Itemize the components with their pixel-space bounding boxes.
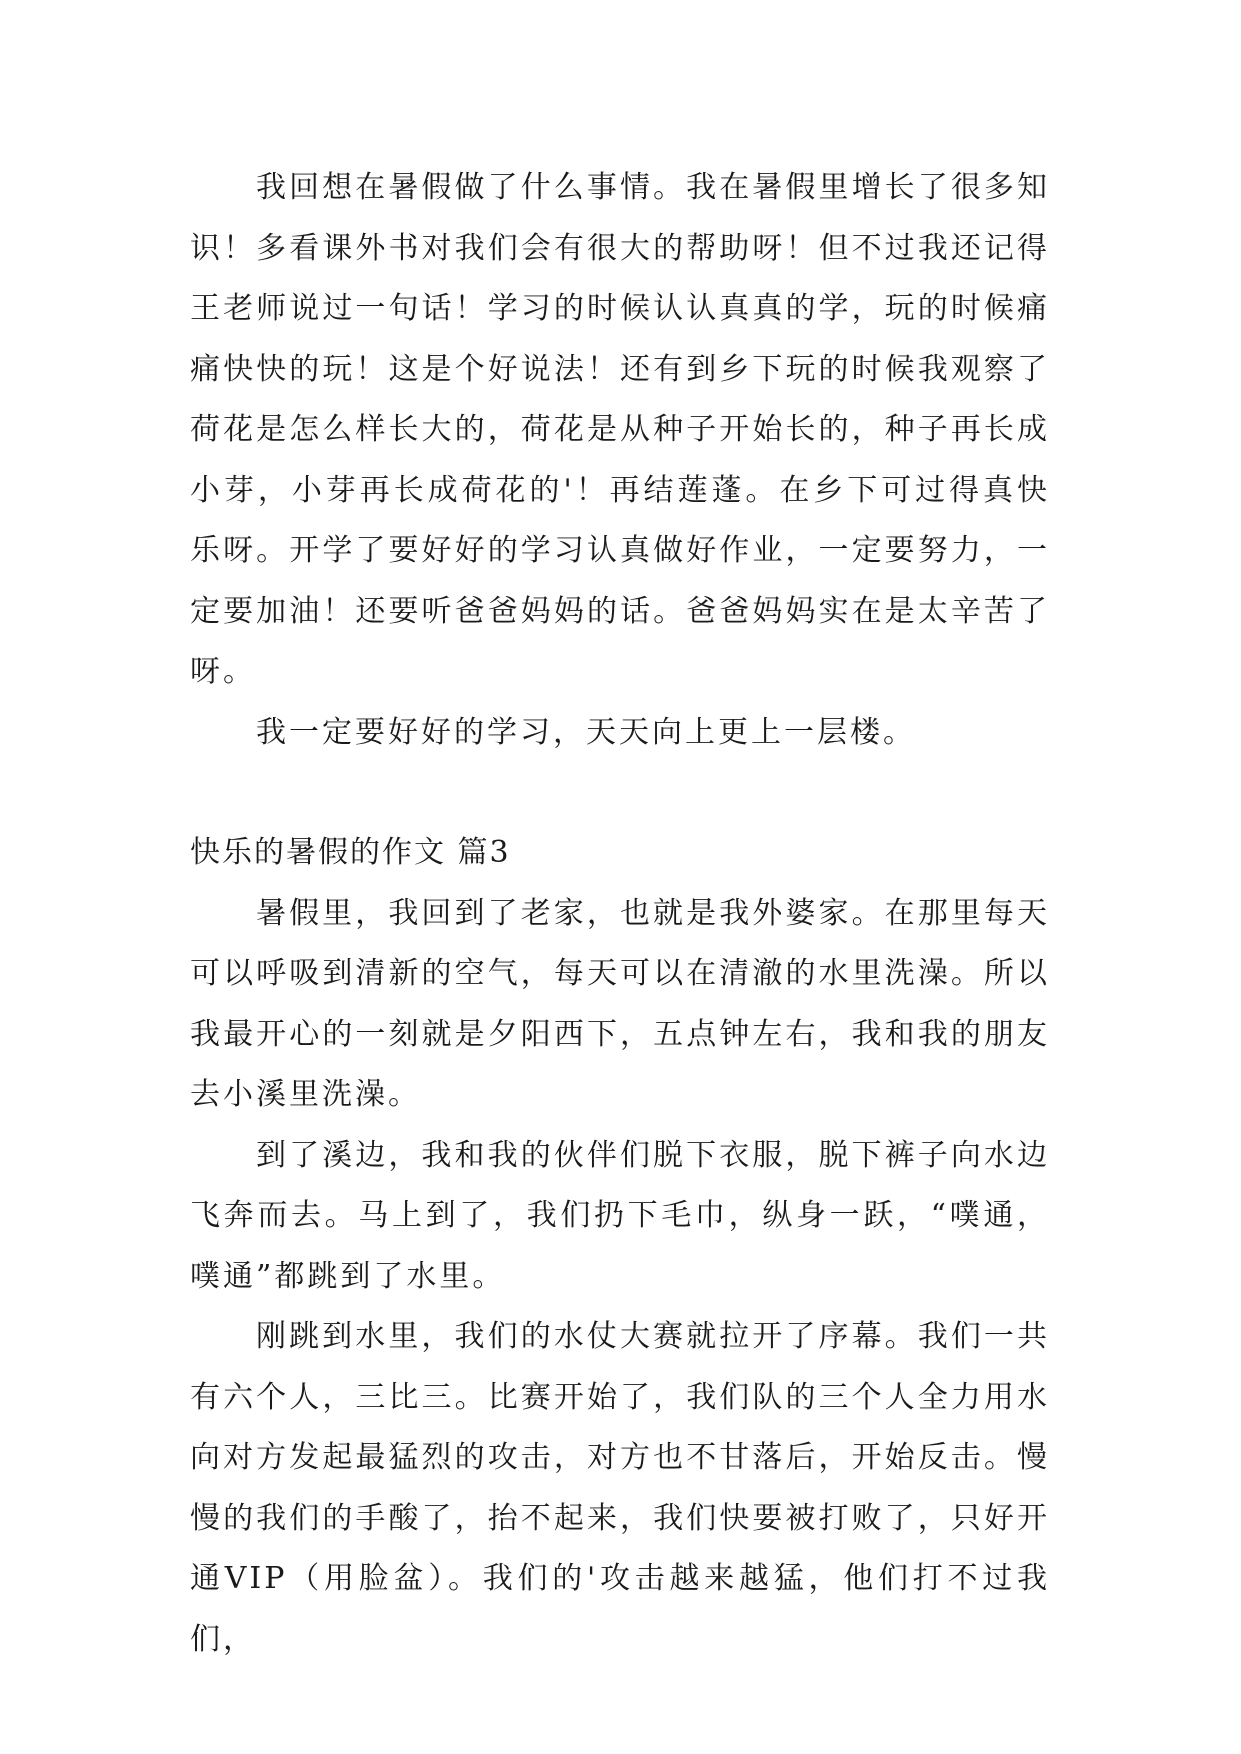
paragraph: 到了溪边，我和我的伙伴们脱下衣服，脱下裤子向水边飞奔而去。马上到了，我们扔下毛巾，纵身一跃，“噗通，噗通”都跳到了水里。 bbox=[190, 1137, 1050, 1294]
paragraph: 我回想在暑假做了什么事情。我在暑假里增长了很多知识！多看课外书对我们会有很大的帮助呀！但不过我还记得王老师说过一句话！学习的时候认认真真的学，玩的时候痛痛快快的玩！这是个好说法！还有到乡下玩的时候我观察了荷花是怎么样长大的，荷花是从种子开始长的，种子再长成小芽，小芽再长成荷花的'！再结莲蓬。在乡下可过得真快乐呀。开学了要好好的学习认真做好作业，一定要努力，一定要加油！还要听爸爸妈妈的话。爸爸妈妈实在是太辛苦了呀。 bbox=[190, 170, 1050, 689]
section-spacer bbox=[190, 763, 1050, 823]
paragraph: 我一定要好好的学习，天天向上更上一层楼。 bbox=[256, 714, 916, 750]
section-heading: 快乐的暑假的作文 篇3 bbox=[190, 835, 511, 870]
paragraph: 刚跳到水里，我们的水仗大赛就拉开了序幕。我们一共有六个人，三比三。比赛开始了，我们队的三个人全力用水向对方发起最猛烈的攻击，对方也不甘落后，开始反击。慢慢的我们的手酸了，抬不起来，我们快要被打败了，只好开通VIP（用脸盆）。我们的'攻击越来越猛，他们打不过我们， bbox=[190, 1319, 1050, 1657]
paragraph: 暑假里，我回到了老家，也就是我外婆家。在那里每天可以呼吸到清新的空气，每天可以在清澈的水里洗澡。所以我最开心的一刻就是夕阳西下，五点钟左右，我和我的朋友去小溪里洗澡。 bbox=[190, 895, 1050, 1112]
document-body bbox=[190, 158, 1050, 1670]
